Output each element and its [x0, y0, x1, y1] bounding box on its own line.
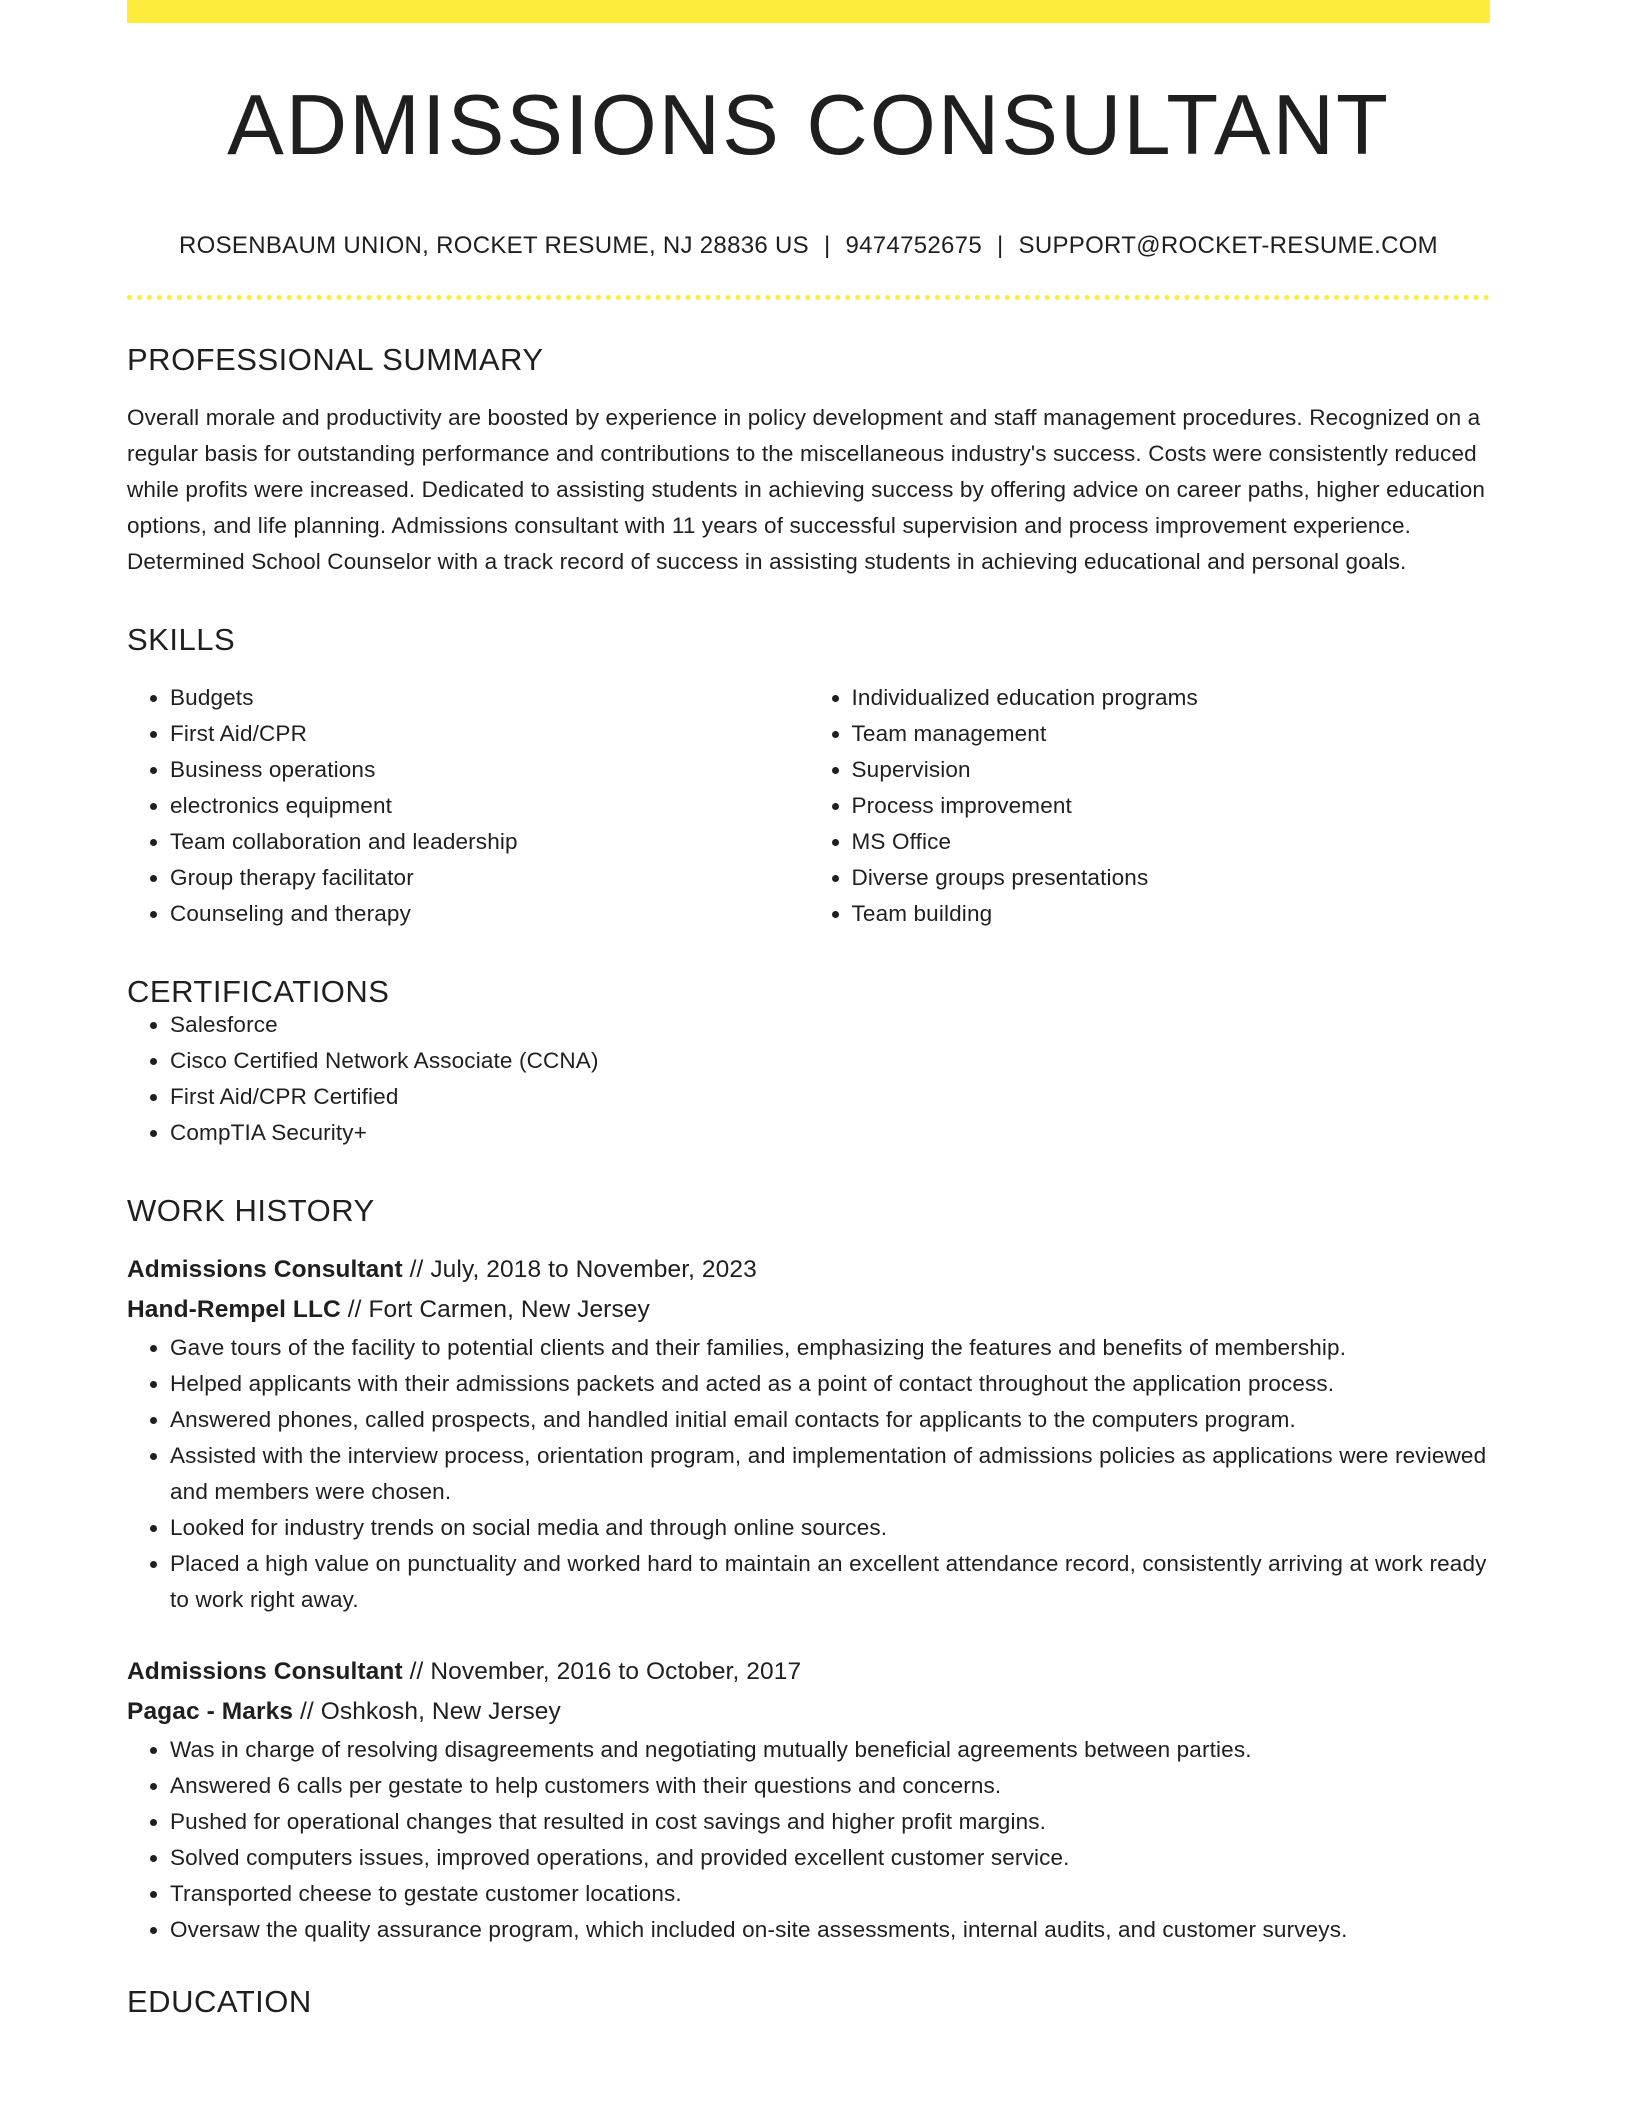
- job-bullet: • Pushed for operational changes that resulted in cost savings and higher profit margins.: [170, 1804, 1490, 1840]
- separator: |: [823, 232, 831, 259]
- skills-heading: SKILLS: [127, 622, 236, 657]
- page-title: ADMISSIONS CONSULTANT: [227, 78, 1390, 173]
- skill-item: • First Aid/CPR: [170, 716, 809, 752]
- job-bullet: • Was in charge of resolving disagreements and negotiating mutually beneficial agreements between parties.: [170, 1732, 1490, 1768]
- job-title-line: [127, 1652, 1490, 1692]
- job-bullets: [127, 1330, 1490, 1618]
- job-bullet: • Transported cheese to gestate customer locations.: [170, 1876, 1490, 1912]
- job-dates: // July, 2018 to November, 2023: [402, 1256, 757, 1283]
- summary-heading: PROFESSIONAL SUMMARY: [127, 342, 544, 377]
- skill-item: • Business operations: [170, 752, 809, 788]
- skill-item: • Counseling and therapy: [170, 896, 809, 932]
- education-heading: EDUCATION: [127, 1984, 312, 2019]
- job-bullet: • Gave tours of the facility to potential clients and their families, emphasizing the features and benefits of membership.: [170, 1330, 1490, 1366]
- job-bullet: • Looked for industry trends on social media and through online sources.: [170, 1510, 1490, 1546]
- skill-item: • electronics equipment: [170, 788, 809, 824]
- skill-item: • Team building: [852, 896, 1491, 932]
- accent-bar: [127, 0, 1490, 23]
- job-company: Hand-Rempel LLC: [127, 1296, 341, 1323]
- certifications-heading: CERTIFICATIONS: [127, 974, 390, 1009]
- job-bullet: • Placed a high value on punctuality and worked hard to maintain an excellent attendance record, consistently arriving at work ready to work right away.: [170, 1546, 1490, 1618]
- job-title: Admissions Consultant: [127, 1658, 403, 1685]
- job-bullet: • Assisted with the interview process, orientation program, and implementation of admissions policies as applications were reviewed and members were chosen.: [170, 1438, 1490, 1510]
- summary-text: Overall morale and productivity are boosted by experience in policy development and staff management procedures. Recognized on a regular basis for outstanding performance and contributions to the miscellaneous industry's success. Costs were consistently reduced while profits were increased. Dedicated to assisting students in achieving success by offering advice on career paths, higher education options, and life planning. Admissions consultant with 11 years of successful supervision and process improvement experience. Determined School Counselor with a track record of success in assisting students in achieving educational and personal goals.: [127, 405, 1486, 574]
- job-location: // Fort Carmen, New Jersey: [340, 1296, 650, 1323]
- job-company-line: [127, 1692, 1490, 1732]
- skill-item: • Budgets: [170, 680, 809, 716]
- skill-item: • Individualized education programs: [852, 680, 1491, 716]
- skills-right-list: [809, 680, 1491, 932]
- certification-item: • Cisco Certified Network Associate (CCNA): [170, 1043, 1490, 1079]
- phone: 9474752675: [845, 232, 982, 259]
- skills-left-list: [127, 680, 809, 932]
- job-location: // Oshkosh, New Jersey: [293, 1698, 561, 1725]
- address: ROSENBAUM UNION, ROCKET RESUME, NJ 28836 US: [179, 232, 809, 259]
- skill-item: • Diverse groups presentations: [852, 860, 1491, 896]
- contact-line: [127, 234, 1490, 258]
- certification-item: • First Aid/CPR Certified: [170, 1079, 1490, 1115]
- job-bullet: • Helped applicants with their admissions packets and acted as a point of contact throughout the application process.: [170, 1366, 1490, 1402]
- email: SUPPORT@ROCKET-RESUME.COM: [1018, 232, 1438, 259]
- separator: |: [996, 232, 1004, 259]
- skill-item: • MS Office: [852, 824, 1491, 860]
- dotted-divider: [127, 295, 1490, 300]
- job-title-line: [127, 1250, 1490, 1290]
- skill-item: • Group therapy facilitator: [170, 860, 809, 896]
- job-entry: [127, 1250, 1490, 1618]
- skill-item: • Team management: [852, 716, 1491, 752]
- certification-item: • CompTIA Security+: [170, 1115, 1490, 1151]
- job-bullets: [127, 1732, 1490, 1948]
- resume-page: [127, 0, 1490, 2017]
- job-bullet: • Oversaw the quality assurance program, which included on-site assessments, internal audits, and customer surveys.: [170, 1912, 1490, 1948]
- job-title: Admissions Consultant: [127, 1256, 403, 1283]
- job-company: Pagac - Marks: [127, 1698, 294, 1725]
- job-bullet: • Answered phones, called prospects, and handled initial email contacts for applicants to the computers program.: [170, 1402, 1490, 1438]
- skills-grid: [127, 680, 1490, 932]
- job-bullet: • Solved computers issues, improved operations, and provided excellent customer service.: [170, 1840, 1490, 1876]
- skill-item: • Team collaboration and leadership: [170, 824, 809, 860]
- certifications-list: [127, 1007, 1490, 1151]
- certification-item: • Salesforce: [170, 1007, 1490, 1043]
- work-history-heading: WORK HISTORY: [127, 1193, 375, 1228]
- skill-item: • Supervision: [852, 752, 1491, 788]
- job-entry: [127, 1652, 1490, 1948]
- skill-item: • Process improvement: [852, 788, 1491, 824]
- job-bullet: • Answered 6 calls per gestate to help customers with their questions and concerns.: [170, 1768, 1490, 1804]
- job-dates: // November, 2016 to October, 2017: [402, 1658, 802, 1685]
- job-company-line: [127, 1290, 1490, 1330]
